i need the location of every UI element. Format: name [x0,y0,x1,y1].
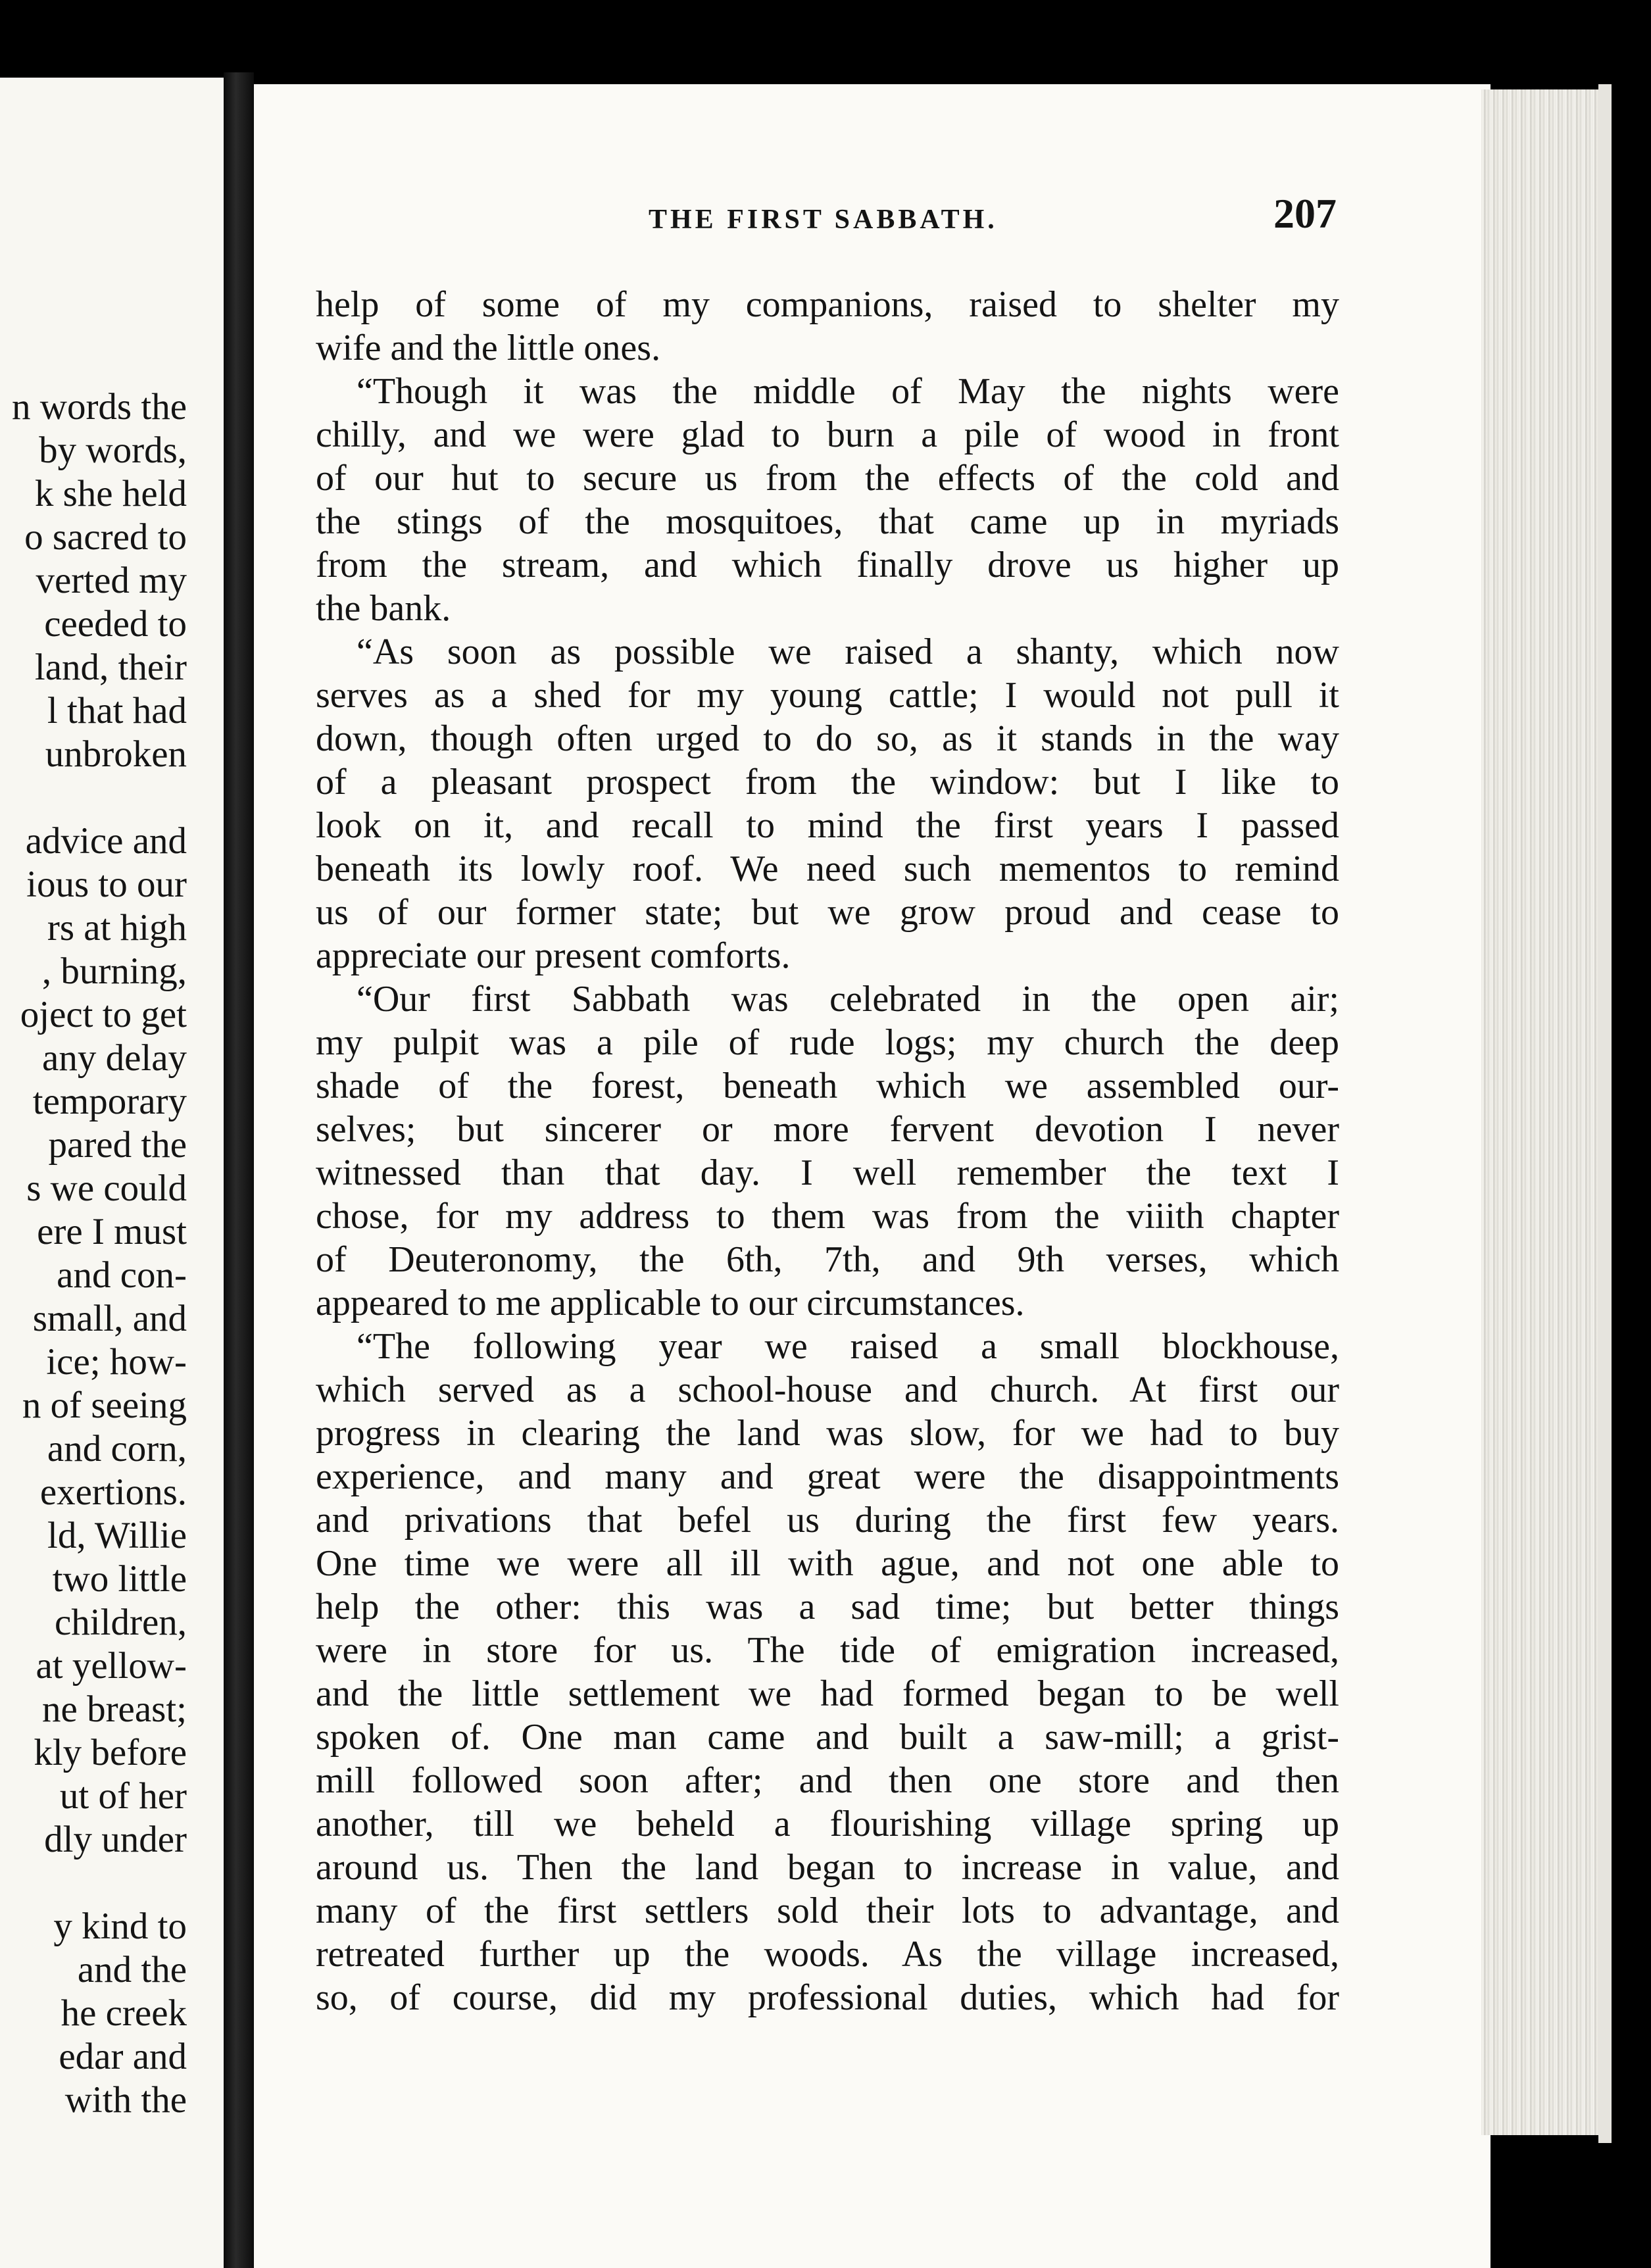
text-line: of Deuteronomy, the 6th, 7th, and 9th verses, which [316,1239,1339,1280]
facing-page-line: ld, Willie [47,1515,187,1556]
text-line: witnessed than that day. I well remember the text I [316,1152,1339,1193]
text-line: look on it, and recall to mind the first years I passed [316,805,1339,846]
facing-page-line: s we could [26,1168,187,1209]
text-line: help of some of my companions, raised to shelter my [316,284,1339,325]
facing-page-line: n of seeing [22,1385,187,1426]
text-line: of our hut to secure us from the effects of the cold and [316,458,1339,499]
paragraph [316,1325,1339,2019]
text-line: and the little settlement we had formed began to be well [316,1673,1339,1714]
facing-page-line: edar and [59,2036,187,2077]
facing-page-line: and the [77,1949,187,1990]
facing-page-gap [12,1861,187,1905]
text-line: another, till we beheld a flourishing village spring up [316,1804,1339,1844]
text-line: appeared to me applicable to our circumstances. [316,1283,1025,1323]
facing-page-line: with the [64,2079,187,2121]
text-line: “Our first Sabbath was celebrated in the open air; [357,979,1339,1020]
text-line: help the other: this was a sad time; but better things [316,1587,1339,1627]
text-line: One time we were all ill with ague, and not one able to [316,1543,1339,1584]
facing-page-line: dly under [44,1819,187,1860]
facing-page-line: o sacred to [24,516,187,558]
text-line: so, of course, did my professional duties, which had for [316,1977,1339,2018]
facing-page-line: ere I must [37,1211,187,1252]
running-head: THE FIRST SABBATH. [649,205,998,235]
text-line: were in store for us. The tide of emigration increased, [316,1630,1339,1671]
facing-page-line: l that had [47,690,187,731]
facing-page-line: he creek [61,1992,187,2034]
paragraph [316,283,1339,370]
facing-page-line: oject to get [20,994,187,1035]
text-line: chose, for my address to them was from the viiith chapter [316,1196,1339,1237]
text-line: the stings of the mosquitoes, that came up in myriads [316,501,1339,542]
facing-page-line: ice; how- [46,1341,187,1383]
text-line: my pulpit was a pile of rude logs; my church the deep [316,1022,1339,1063]
facing-page-line: any delay [42,1037,187,1079]
text-line: wife and the little ones. [316,328,661,368]
facing-page-line: kly before [34,1732,187,1773]
facing-page-line: and corn, [47,1428,187,1469]
text-line: many of the first settlers sold their lots to advantage, and [316,1890,1339,1931]
text-line: retreated further up the woods. As the village increased, [316,1934,1339,1975]
facing-page-line: by words, [39,430,187,471]
facing-page-line: exertions. [39,1471,187,1513]
facing-page-left [0,78,224,2268]
text-line: shade of the forest, beneath which we assembled our- [316,1066,1339,1106]
facing-page-line: ut of her [59,1775,187,1817]
text-line: which served as a school-house and church. At first our [316,1369,1339,1410]
text-line: down, though often urged to do so, as it stands in the way [316,718,1339,759]
text-line: progress in clearing the land was slow, for we had to buy [316,1413,1339,1454]
text-line: from the stream, and which finally drove us higher up [316,545,1339,585]
text-line: the bank. [316,588,451,629]
facing-page-line: small, and [32,1298,187,1339]
facing-page-line: k she held [34,473,187,514]
facing-page-line: ne breast; [42,1689,187,1730]
text-line: “As soon as possible we raised a shanty, which now [357,631,1339,672]
text-line: selves; but sincerer or more fervent devotion I never [316,1109,1339,1150]
text-line: us of our former state; but we grow proud and cease to [316,892,1339,933]
facing-page-line: land, their [34,647,187,688]
text-line: appreciate our present comforts. [316,935,791,976]
paragraph [316,977,1339,1325]
body-text [316,283,1339,2019]
paragraph [316,630,1339,977]
facing-page-line: rs at high [47,907,187,949]
text-line: experience, and many and great were the disappointments [316,1456,1339,1497]
text-line: beneath its lowly roof. We need such mementos to remind [316,849,1339,889]
facing-page-line: verted my [36,560,187,601]
text-line: mill followed soon after; and then one store and then [316,1760,1339,1801]
facing-page-line: ious to our [26,864,187,905]
facing-page-line: unbroken [45,733,187,775]
book-gutter [224,72,254,2268]
page-edges [1481,89,1606,2135]
facing-page-line: pared the [48,1124,187,1166]
facing-page-line: n words the [12,386,187,428]
text-line: spoken of. One man came and built a saw-mill; a grist- [316,1717,1339,1758]
facing-page-line: children, [54,1602,187,1643]
page-number: 207 [1273,190,1337,237]
facing-page-gap [12,776,187,820]
facing-page-line: , burning, [41,950,187,992]
facing-page-line: y kind to [53,1906,187,1947]
facing-page-line: and con- [57,1254,187,1296]
text-line: around us. Then the land began to increase in value, and [316,1847,1339,1888]
facing-page-line: two little [52,1558,187,1600]
paragraph [316,370,1339,630]
text-line: serves as a shed for my young cattle; I would not pull it [316,675,1339,716]
text-line: “The following year we raised a small blockhouse, [357,1326,1339,1367]
text-line: chilly, and we were glad to burn a pile of wood in front [316,414,1339,455]
facing-page-line: at yellow- [36,1645,187,1687]
facing-page-line: ceeded to [44,603,187,645]
facing-page-line: advice and [25,820,187,862]
text-line: and privations that befel us during the first few years. [316,1500,1339,1541]
page-edge-border [1598,84,1612,2143]
facing-page-text [12,385,187,2122]
text-line: of a pleasant prospect from the window: but I like to [316,762,1339,802]
text-line: “Though it was the middle of May the nights were [357,371,1339,412]
facing-page-line: temporary [32,1081,187,1122]
